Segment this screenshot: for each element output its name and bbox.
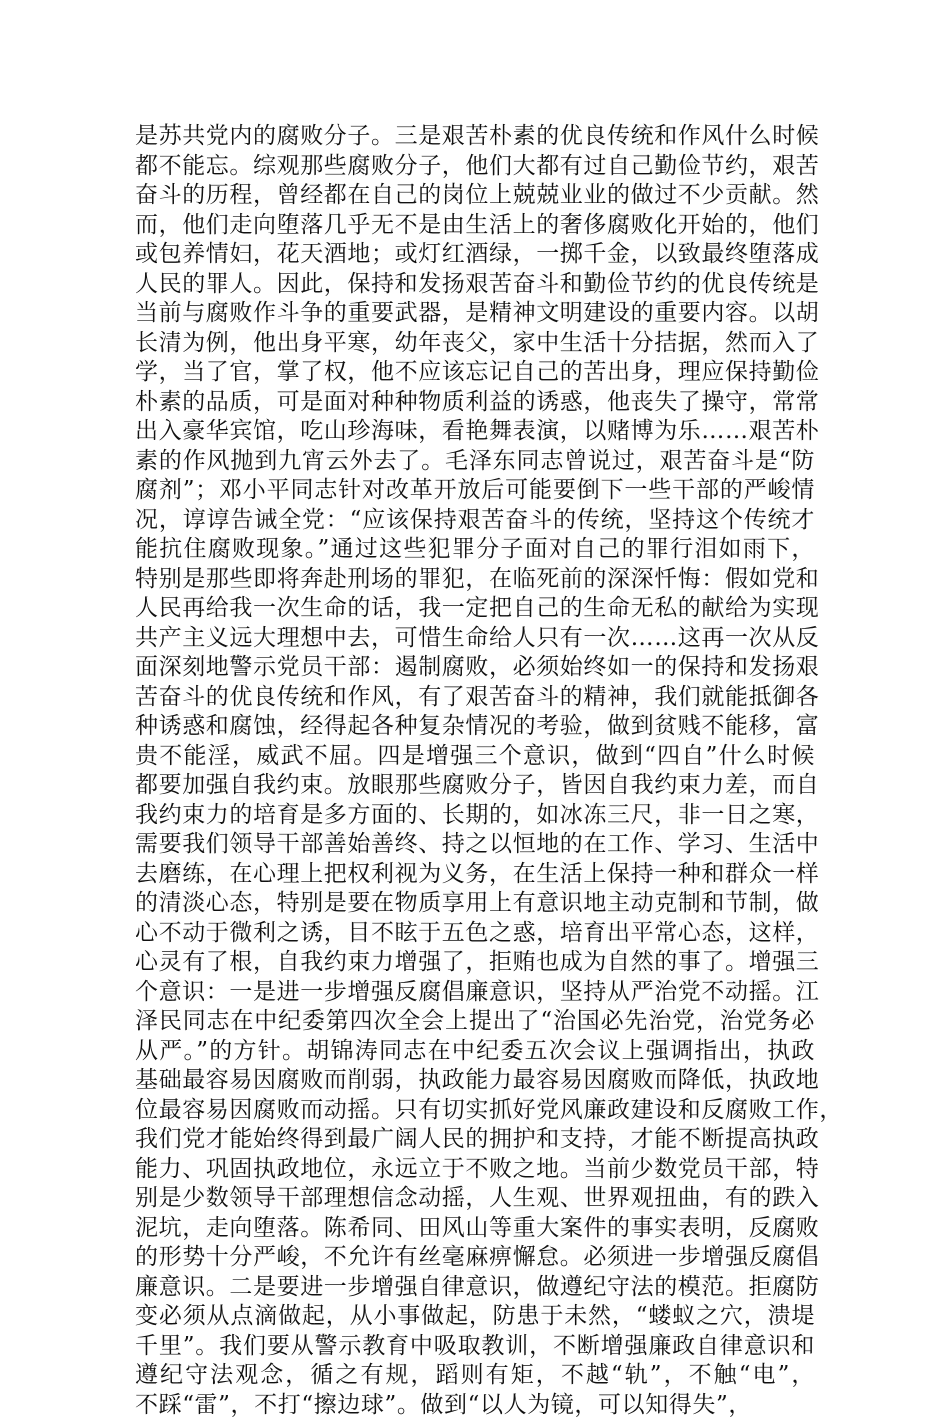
text-line: 个意识：一是进一步增强反腐倡廉意识，坚持从严治党不动摇。江 bbox=[135, 978, 815, 1008]
text-line: 遵纪守法观念，循之有规，蹈则有矩，不越“轨”，不触“电”， bbox=[135, 1361, 815, 1391]
text-line: 都要加强自我约束。放眼那些腐败分子，皆因自我约束力差，而自 bbox=[135, 771, 815, 801]
text-line: 心灵有了根，自我约束力增强了，拒贿也成为自然的事了。增强三 bbox=[135, 948, 815, 978]
text-line: 都不能忘。综观那些腐败分子，他们大都有过自己勤俭节约，艰苦 bbox=[135, 152, 815, 182]
text-line: 需要我们领导干部善始善终、持之以恒地的在工作、学习、生活中 bbox=[135, 830, 815, 860]
text-line: 从严。”的方针。胡锦涛同志在中纪委五次会议上强调指出，执政 bbox=[135, 1037, 815, 1067]
text-line: 人民再给我一次生命的话，我一定把自己的生命无私的献给为实现 bbox=[135, 594, 815, 624]
text-line: 廉意识。二是要进一步增强自律意识，做遵纪守法的模范。拒腐防 bbox=[135, 1273, 815, 1303]
text-line: 共产主义远大理想中去，可惜生命给人只有一次……这再一次从反 bbox=[135, 624, 815, 654]
text-line: 能抗住腐败现象。”通过这些犯罪分子面对自己的罪行泪如雨下， bbox=[135, 535, 815, 565]
text-line: 特别是那些即将奔赴刑场的罪犯，在临死前的深深忏悔：假如党和 bbox=[135, 565, 815, 595]
text-line: 腐剂”；邓小平同志针对改革开放后可能要倒下一些干部的严峻情 bbox=[135, 476, 815, 506]
text-line: 不踩“雷”，不打“擦边球”。做到“以人为镜，可以知得失”， bbox=[135, 1391, 815, 1420]
text-line: 素的作风抛到九宵云外去了。毛泽东同志曾说过，艰苦奋斗是“防 bbox=[135, 447, 815, 477]
text-line: 人民的罪人。因此，保持和发扬艰苦奋斗和勤俭节约的优良传统是 bbox=[135, 270, 815, 300]
text-line: 奋斗的历程，曾经都在自己的岗位上兢兢业业的做过不少贡献。然 bbox=[135, 181, 815, 211]
text-line: 泽民同志在中纪委第四次全会上提出了“治国必先治党，治党务必 bbox=[135, 1007, 815, 1037]
text-line: 位最容易因腐败而动摇。只有切实抓好党风廉政建设和反腐败工作， bbox=[135, 1096, 815, 1126]
text-line: 变必须从点滴做起，从小事做起，防患于未然，“蝼蚁之穴，溃堤 bbox=[135, 1302, 815, 1332]
text-line: 而，他们走向堕落几乎无不是由生活上的奢侈腐败化开始的，他们 bbox=[135, 211, 815, 241]
text-line: 当前与腐败作斗争的重要武器，是精神文明建设的重要内容。以胡 bbox=[135, 299, 815, 329]
text-line: 出入豪华宾馆，吃山珍海味，看艳舞表演，以赌博为乐……艰苦朴 bbox=[135, 417, 815, 447]
text-line: 别是少数领导干部理想信念动摇，人生观、世界观扭曲，有的跌入 bbox=[135, 1184, 815, 1214]
text-line: 况，谆谆告诫全党：“应该保持艰苦奋斗的传统，坚持这个传统才 bbox=[135, 506, 815, 536]
text-line: 种诱惑和腐蚀，经得起各种复杂情况的考验，做到贫贱不能移，富 bbox=[135, 712, 815, 742]
text-line: 我约束力的培育是多方面的、长期的，如冰冻三尺，非一日之寒， bbox=[135, 801, 815, 831]
text-line: 去磨练，在心理上把权利视为义务，在生活上保持一种和群众一样 bbox=[135, 860, 815, 890]
body-text bbox=[135, 122, 815, 1420]
text-line: 贵不能淫，威武不屈。四是增强三个意识，做到“四自”什么时候 bbox=[135, 742, 815, 772]
text-line: 基础最容易因腐败而削弱，执政能力最容易因腐败而降低，执政地 bbox=[135, 1066, 815, 1096]
text-line: 长清为例，他出身平寒，幼年丧父，家中生活十分拮据，然而入了 bbox=[135, 329, 815, 359]
text-line: 面深刻地警示党员干部：遏制腐败，必须始终如一的保持和发扬艰 bbox=[135, 653, 815, 683]
text-line: 泥坑，走向堕落。陈希同、田风山等重大案件的事实表明，反腐败 bbox=[135, 1214, 815, 1244]
text-line: 能力、巩固执政地位，永远立于不败之地。当前少数党员干部，特 bbox=[135, 1155, 815, 1185]
text-line: 朴素的品质，可是面对种种物质利益的诱惑，他丧失了操守，常常 bbox=[135, 388, 815, 418]
text-line: 千里”。我们要从警示教育中吸取教训，不断增强廉政自律意识和 bbox=[135, 1332, 815, 1362]
text-line: 苦奋斗的优良传统和作风，有了艰苦奋斗的精神，我们就能抵御各 bbox=[135, 683, 815, 713]
text-line: 是苏共党内的腐败分子。三是艰苦朴素的优良传统和作风什么时候 bbox=[135, 122, 815, 152]
text-line: 的清淡心态，特别是要在物质享用上有意识地主动克制和节制，做 bbox=[135, 889, 815, 919]
text-line: 我们党才能始终得到最广阔人民的拥护和支持，才能不断提高执政 bbox=[135, 1125, 815, 1155]
text-line: 学，当了官，掌了权，他不应该忘记自己的苦出身，理应保持勤俭 bbox=[135, 358, 815, 388]
text-line: 或包养情妇，花天酒地；或灯红酒绿，一掷千金，以致最终堕落成 bbox=[135, 240, 815, 270]
text-line: 的形势十分严峻，不允许有丝毫麻痹懈怠。必须进一步增强反腐倡 bbox=[135, 1243, 815, 1273]
text-line: 心不动于微利之诱，目不眩于五色之惑，培育出平常心态，这样， bbox=[135, 919, 815, 949]
